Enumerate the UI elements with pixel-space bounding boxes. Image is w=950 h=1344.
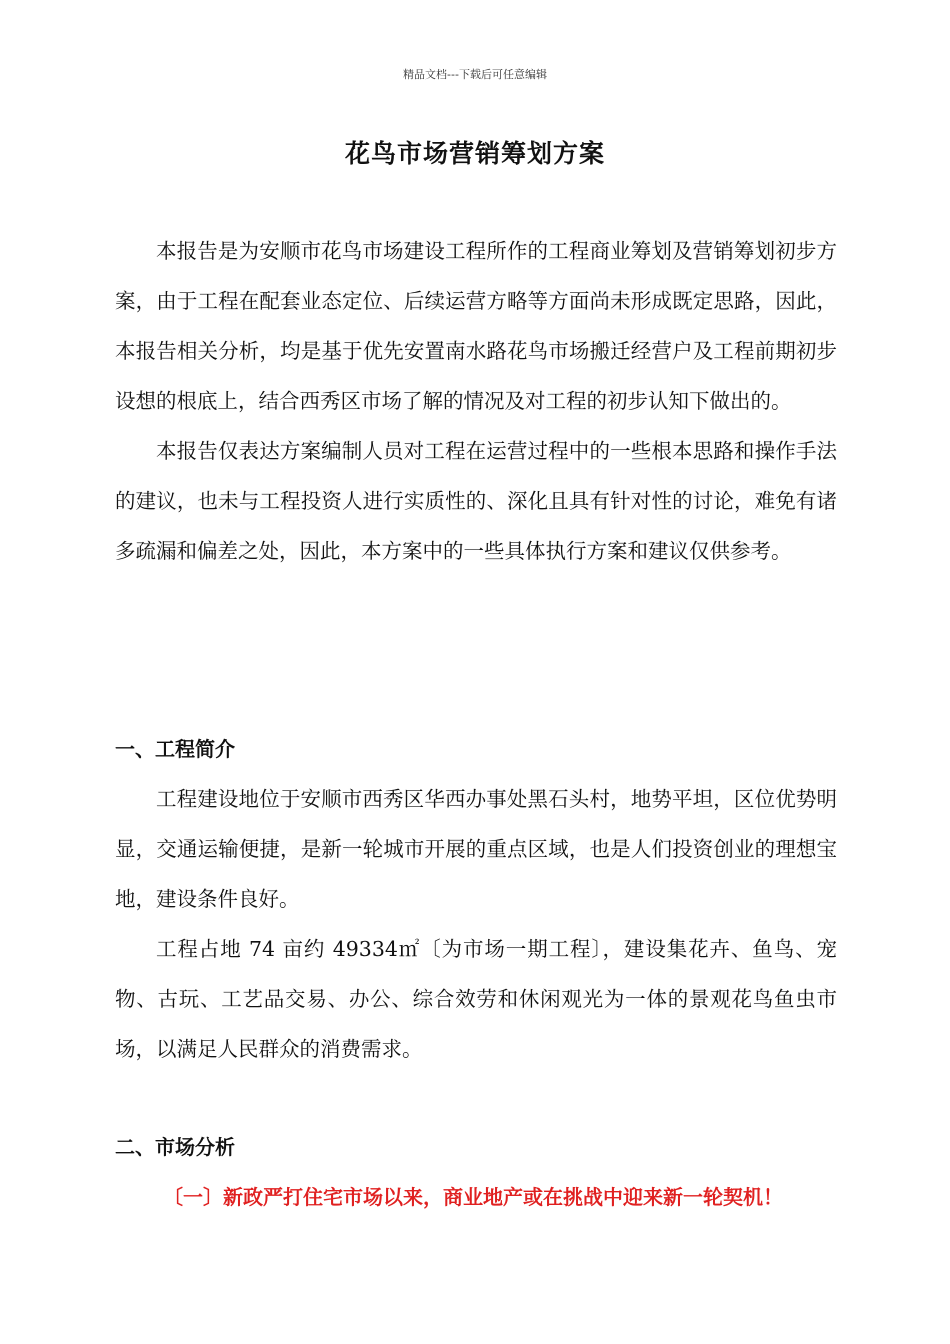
section-market-analysis bbox=[115, 1132, 837, 1162]
document-title: 花鸟市场营销筹划方案 bbox=[344, 139, 605, 168]
header-note: 精品文档---下载后可任意编辑 bbox=[403, 68, 547, 81]
market-subsection bbox=[115, 1182, 855, 1212]
project-paragraph-1: 工程建设地位于安顺市西秀区华西办事处黑石头村，地势平坦，区位优势明显，交通运输便捷，是新一轮城市开展的重点区域，也是人们投资创业的理想宝地，建设条件良好。 bbox=[115, 787, 837, 911]
intro-paragraph-1: 本报告是为安顺市花鸟市场建设工程所作的工程商业筹划及营销筹划初步方案，由于工程在配套业态定位、后续运营方略等方面尚未形成既定思路，因此，本报告相关分析，均是基于优先安置南水路花鸟市场搬迁经营户及工程前期初步设想的根底上，结合西秀区市场了解的情况及对工程的初步认知下做出的。 bbox=[115, 239, 837, 413]
section-heading-market: 二、市场分析 bbox=[115, 1135, 235, 1159]
project-body bbox=[115, 774, 837, 1074]
intro-section bbox=[115, 226, 837, 576]
section-heading-project: 一、工程简介 bbox=[115, 737, 235, 761]
intro-paragraph-2: 本报告仅表达方案编制人员对工程在运营过程中的一些根本思路和操作手法的建议，也未与工程投资人进行实质性的、深化且具有针对性的讨论，难免有诸多疏漏和偏差之处，因此，本方案中的一些具体执行方案和建议仅供参考。 bbox=[115, 439, 837, 563]
subheading-commercial-opportunity: 〔一〕新政严打住宅市场以来，商业地产或在挑战中迎来新一轮契机！ bbox=[163, 1185, 783, 1209]
project-paragraph-2: 工程占地 74 亩约 49334㎡〔为市场一期工程〕，建设集花卉、鱼鸟、宠物、古玩、工艺品交易、办公、综合效劳和休闲观光为一体的景观花鸟鱼虫市场，以满足人民群众的消费需求。 bbox=[115, 937, 837, 1061]
section-project-intro bbox=[115, 734, 837, 764]
